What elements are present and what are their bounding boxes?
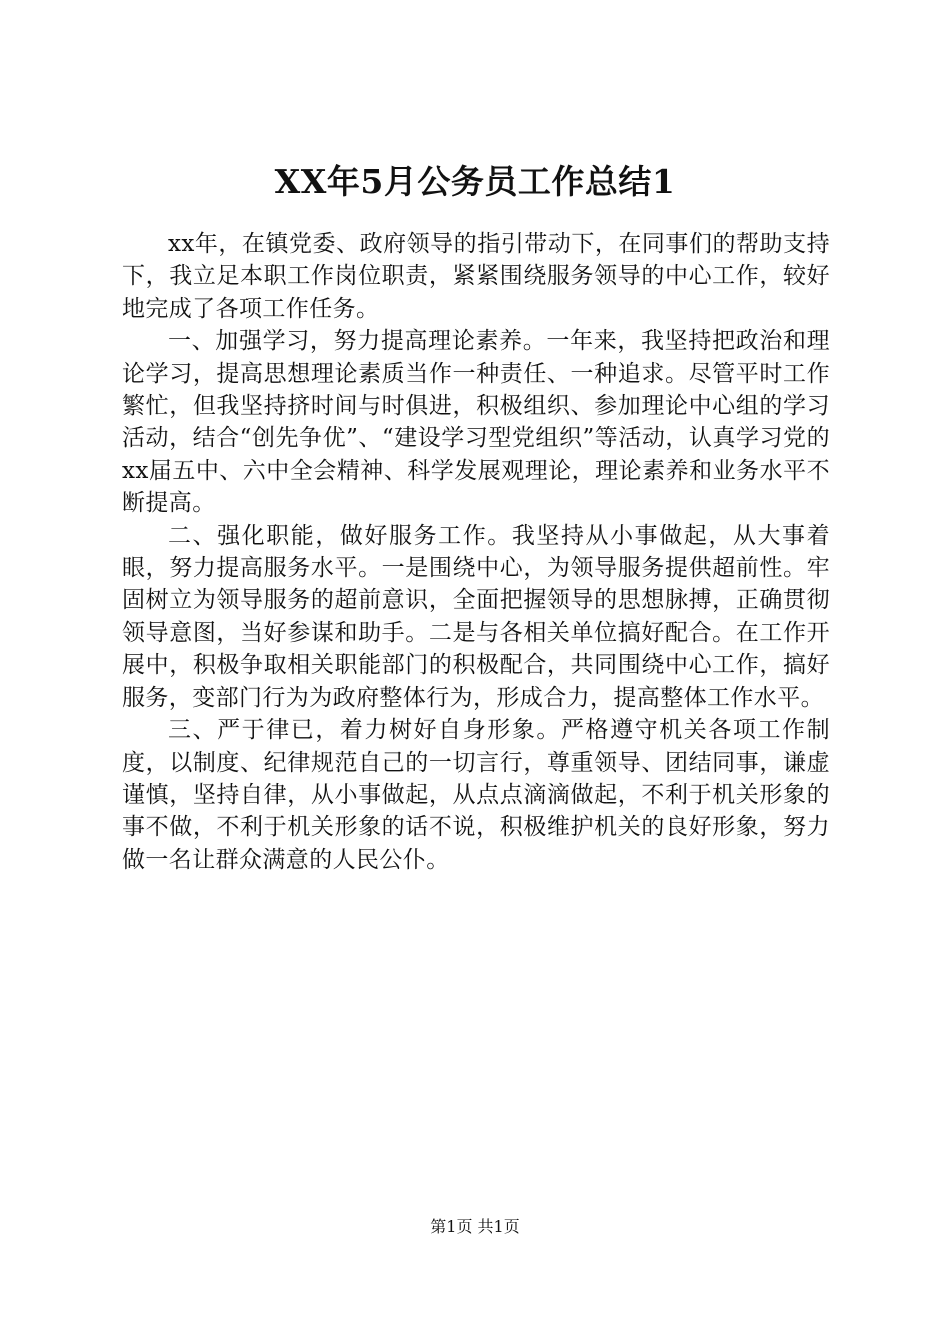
page-number-footer: 第1页 共1页 [430,1217,520,1236]
paragraph-service: 二、强化职能，做好服务工作。我坚持从小事做起，从大事着眼，努力提高服务水平。一是围绕中心，为领导服务提供超前性。牢固树立为领导服务的超前意识，全面把握领导的思想脉搏，正确贯彻领导意图，当好参谋和助手。二是与各相关单位搞好配合。在工作开展中，积极争取相关职能部门的积极配合，共同围绕中心工作，搞好服务，变部门行为为政府整体行为，形成合力，提高整体工作水平。 [122,522,830,711]
document-body [122,228,830,876]
paragraph-study: 一、加强学习，努力提高理论素养。一年来，我坚持把政治和理论学习，提高思想理论素质当作一种责任、一种追求。尽管平时工作繁忙，但我坚持挤时间与时俱进，积极组织、参加理论中心组的学习活动，结合“创先争优”、“建设学习型党组织”等活动，认真学习党的xx届五中、六中全会精神、科学发展观理论，理论素养和业务水平不断提高。 [122,328,830,517]
document-title: XX年5月公务员工作总结1 [274,162,676,201]
paragraph-discipline: 三、严于律已，着力树好自身形象。严格遵守机关各项工作制度，以制度、纪律规范自己的一切言行，尊重领导、团结同事，谦虚谨慎，坚持自律，从小事做起，从点点滴滴做起，不利于机关形象的事不做，不利于机关形象的话不说，积极维护机关的良好形象，努力做一名让群众满意的人民公仆。 [122,717,830,873]
paragraph-intro: xx年，在镇党委、政府领导的指引带动下，在同事们的帮助支持下，我立足本职工作岗位职责，紧紧围绕服务领导的中心工作，较好地完成了各项工作任务。 [122,231,830,322]
